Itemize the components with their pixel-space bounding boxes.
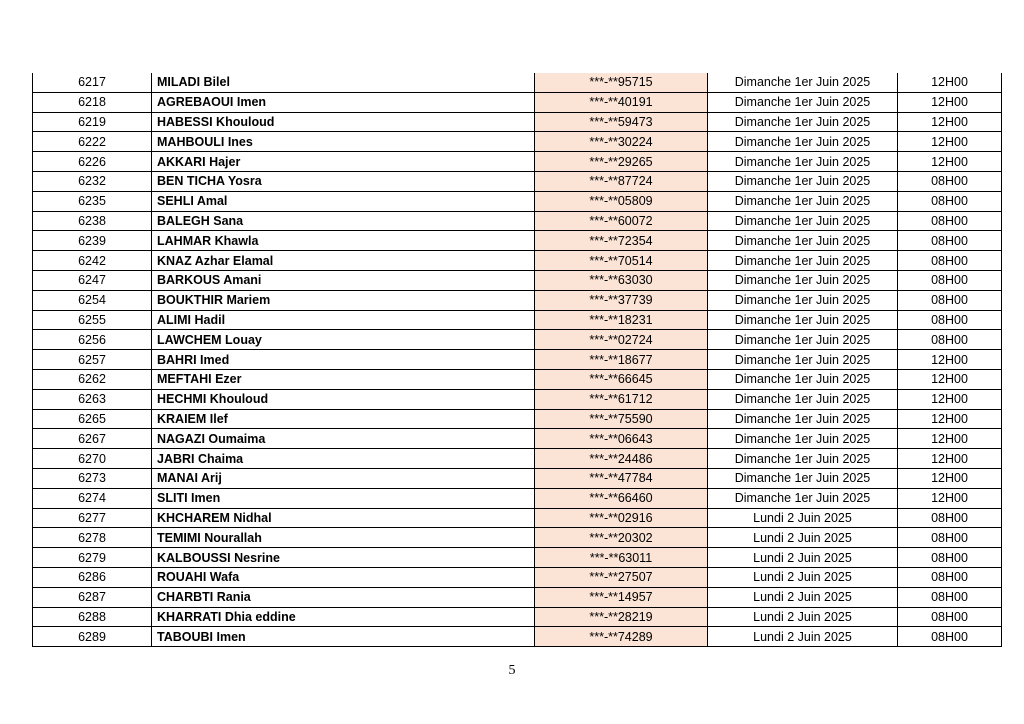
cell-time: 12H00	[898, 468, 1002, 488]
cell-number: 6226	[33, 152, 152, 172]
cell-date: Dimanche 1er Juin 2025	[708, 132, 898, 152]
table-row	[33, 468, 1002, 488]
cell-date: Lundi 2 Juin 2025	[708, 627, 898, 647]
table-row	[33, 152, 1002, 172]
cell-time: 08H00	[898, 211, 1002, 231]
cell-time: 08H00	[898, 251, 1002, 271]
cell-name: LAWCHEM Louay	[152, 330, 535, 350]
cell-time: 12H00	[898, 449, 1002, 469]
cell-id: ***-**60072	[535, 211, 708, 231]
cell-date: Lundi 2 Juin 2025	[708, 607, 898, 627]
cell-number: 6255	[33, 310, 152, 330]
table-row	[33, 607, 1002, 627]
cell-time: 12H00	[898, 73, 1002, 92]
cell-id: ***-**24486	[535, 449, 708, 469]
cell-number: 6265	[33, 409, 152, 429]
cell-number: 6278	[33, 528, 152, 548]
cell-number: 6217	[33, 73, 152, 92]
cell-id: ***-**66460	[535, 488, 708, 508]
cell-number: 6270	[33, 449, 152, 469]
cell-date: Dimanche 1er Juin 2025	[708, 449, 898, 469]
cell-id: ***-**14957	[535, 587, 708, 607]
table-row	[33, 587, 1002, 607]
cell-name: SLITI Imen	[152, 488, 535, 508]
cell-id: ***-**06643	[535, 429, 708, 449]
cell-time: 12H00	[898, 488, 1002, 508]
table-row	[33, 310, 1002, 330]
cell-time: 08H00	[898, 270, 1002, 290]
cell-time: 12H00	[898, 112, 1002, 132]
cell-name: HABESSI Khouloud	[152, 112, 535, 132]
table-row	[33, 112, 1002, 132]
cell-time: 08H00	[898, 627, 1002, 647]
cell-time: 08H00	[898, 548, 1002, 568]
cell-name: MEFTAHI Ezer	[152, 369, 535, 389]
cell-number: 6242	[33, 251, 152, 271]
cell-date: Lundi 2 Juin 2025	[708, 587, 898, 607]
table-body	[33, 73, 1002, 647]
cell-id: ***-**63011	[535, 548, 708, 568]
cell-id: ***-**74289	[535, 627, 708, 647]
cell-id: ***-**66645	[535, 369, 708, 389]
cell-date: Dimanche 1er Juin 2025	[708, 270, 898, 290]
cell-name: MANAI Arij	[152, 468, 535, 488]
cell-date: Dimanche 1er Juin 2025	[708, 112, 898, 132]
cell-name: BEN TICHA Yosra	[152, 171, 535, 191]
cell-id: ***-**61712	[535, 389, 708, 409]
cell-name: AKKARI Hajer	[152, 152, 535, 172]
cell-id: ***-**70514	[535, 251, 708, 271]
cell-time: 08H00	[898, 191, 1002, 211]
cell-time: 08H00	[898, 310, 1002, 330]
cell-date: Dimanche 1er Juin 2025	[708, 92, 898, 112]
cell-date: Dimanche 1er Juin 2025	[708, 350, 898, 370]
cell-time: 12H00	[898, 132, 1002, 152]
table-row	[33, 429, 1002, 449]
cell-number: 6287	[33, 587, 152, 607]
cell-id: ***-**20302	[535, 528, 708, 548]
cell-date: Dimanche 1er Juin 2025	[708, 73, 898, 92]
cell-name: KHARRATI Dhia eddine	[152, 607, 535, 627]
cell-id: ***-**29265	[535, 152, 708, 172]
cell-date: Dimanche 1er Juin 2025	[708, 409, 898, 429]
cell-date: Dimanche 1er Juin 2025	[708, 211, 898, 231]
cell-date: Dimanche 1er Juin 2025	[708, 231, 898, 251]
cell-id: ***-**30224	[535, 132, 708, 152]
cell-time: 12H00	[898, 350, 1002, 370]
cell-number: 6257	[33, 350, 152, 370]
table-row	[33, 627, 1002, 647]
table-row	[33, 231, 1002, 251]
cell-name: ROUAHI Wafa	[152, 567, 535, 587]
cell-number: 6222	[33, 132, 152, 152]
cell-date: Dimanche 1er Juin 2025	[708, 152, 898, 172]
cell-name: KALBOUSSI Nesrine	[152, 548, 535, 568]
table-row	[33, 350, 1002, 370]
cell-time: 12H00	[898, 389, 1002, 409]
cell-number: 6286	[33, 567, 152, 587]
cell-date: Dimanche 1er Juin 2025	[708, 389, 898, 409]
cell-name: JABRI Chaima	[152, 449, 535, 469]
cell-id: ***-**05809	[535, 191, 708, 211]
cell-date: Dimanche 1er Juin 2025	[708, 171, 898, 191]
cell-number: 6263	[33, 389, 152, 409]
cell-name: MAHBOULI Ines	[152, 132, 535, 152]
cell-name: BOUKTHIR Mariem	[152, 290, 535, 310]
cell-name: AGREBAOUI Imen	[152, 92, 535, 112]
cell-id: ***-**95715	[535, 73, 708, 92]
cell-time: 12H00	[898, 429, 1002, 449]
cell-name: ALIMI Hadil	[152, 310, 535, 330]
table-row	[33, 567, 1002, 587]
table-row	[33, 92, 1002, 112]
table-row	[33, 211, 1002, 231]
table-row	[33, 290, 1002, 310]
cell-id: ***-**37739	[535, 290, 708, 310]
cell-time: 12H00	[898, 92, 1002, 112]
cell-number: 6239	[33, 231, 152, 251]
cell-date: Dimanche 1er Juin 2025	[708, 251, 898, 271]
cell-date: Lundi 2 Juin 2025	[708, 567, 898, 587]
cell-date: Dimanche 1er Juin 2025	[708, 330, 898, 350]
table-row	[33, 508, 1002, 528]
cell-number: 6289	[33, 627, 152, 647]
cell-id: ***-**27507	[535, 567, 708, 587]
cell-date: Dimanche 1er Juin 2025	[708, 488, 898, 508]
table-row	[33, 330, 1002, 350]
cell-number: 6267	[33, 429, 152, 449]
cell-id: ***-**28219	[535, 607, 708, 627]
cell-time: 08H00	[898, 330, 1002, 350]
cell-name: BARKOUS Amani	[152, 270, 535, 290]
cell-date: Dimanche 1er Juin 2025	[708, 468, 898, 488]
cell-time: 08H00	[898, 290, 1002, 310]
cell-name: CHARBTI Rania	[152, 587, 535, 607]
cell-name: SEHLI Amal	[152, 191, 535, 211]
cell-number: 6218	[33, 92, 152, 112]
cell-id: ***-**18677	[535, 350, 708, 370]
cell-name: KRAIEM Ilef	[152, 409, 535, 429]
cell-time: 08H00	[898, 567, 1002, 587]
cell-number: 6277	[33, 508, 152, 528]
cell-date: Dimanche 1er Juin 2025	[708, 429, 898, 449]
cell-name: HECHMI Khouloud	[152, 389, 535, 409]
table-row	[33, 488, 1002, 508]
cell-date: Dimanche 1er Juin 2025	[708, 290, 898, 310]
candidates-table	[32, 73, 1002, 647]
cell-number: 6247	[33, 270, 152, 290]
cell-time: 08H00	[898, 231, 1002, 251]
cell-time: 08H00	[898, 587, 1002, 607]
cell-time: 08H00	[898, 607, 1002, 627]
cell-date: Dimanche 1er Juin 2025	[708, 310, 898, 330]
cell-time: 08H00	[898, 171, 1002, 191]
cell-time: 08H00	[898, 528, 1002, 548]
cell-name: BAHRI Imed	[152, 350, 535, 370]
cell-id: ***-**40191	[535, 92, 708, 112]
cell-name: KNAZ Azhar Elamal	[152, 251, 535, 271]
table-row	[33, 409, 1002, 429]
cell-name: LAHMAR Khawla	[152, 231, 535, 251]
table-row	[33, 171, 1002, 191]
cell-time: 08H00	[898, 508, 1002, 528]
cell-time: 12H00	[898, 409, 1002, 429]
cell-date: Lundi 2 Juin 2025	[708, 508, 898, 528]
cell-name: BALEGH Sana	[152, 211, 535, 231]
cell-time: 12H00	[898, 152, 1002, 172]
cell-date: Lundi 2 Juin 2025	[708, 548, 898, 568]
cell-name: NAGAZI Oumaima	[152, 429, 535, 449]
cell-number: 6238	[33, 211, 152, 231]
table-row	[33, 251, 1002, 271]
cell-number: 6256	[33, 330, 152, 350]
cell-number: 6232	[33, 171, 152, 191]
table-row	[33, 548, 1002, 568]
table-row	[33, 449, 1002, 469]
cell-number: 6235	[33, 191, 152, 211]
cell-number: 6274	[33, 488, 152, 508]
table-row	[33, 389, 1002, 409]
cell-id: ***-**63030	[535, 270, 708, 290]
cell-date: Lundi 2 Juin 2025	[708, 528, 898, 548]
cell-id: ***-**59473	[535, 112, 708, 132]
cell-number: 6262	[33, 369, 152, 389]
cell-id: ***-**87724	[535, 171, 708, 191]
cell-name: MILADI Bilel	[152, 73, 535, 92]
cell-name: KHCHAREM Nidhal	[152, 508, 535, 528]
cell-number: 6219	[33, 112, 152, 132]
page-number: 5	[508, 663, 516, 678]
table-row	[33, 369, 1002, 389]
table-row	[33, 528, 1002, 548]
cell-date: Dimanche 1er Juin 2025	[708, 191, 898, 211]
cell-id: ***-**47784	[535, 468, 708, 488]
cell-id: ***-**75590	[535, 409, 708, 429]
table-row	[33, 270, 1002, 290]
cell-date: Dimanche 1er Juin 2025	[708, 369, 898, 389]
cell-number: 6273	[33, 468, 152, 488]
cell-id: ***-**02724	[535, 330, 708, 350]
cell-number: 6288	[33, 607, 152, 627]
table-row	[33, 132, 1002, 152]
table-row	[33, 191, 1002, 211]
cell-time: 12H00	[898, 369, 1002, 389]
cell-id: ***-**72354	[535, 231, 708, 251]
cell-id: ***-**02916	[535, 508, 708, 528]
table-row	[33, 73, 1002, 92]
cell-name: TEMIMI Nourallah	[152, 528, 535, 548]
cell-id: ***-**18231	[535, 310, 708, 330]
cell-name: TABOUBI Imen	[152, 627, 535, 647]
cell-number: 6279	[33, 548, 152, 568]
cell-number: 6254	[33, 290, 152, 310]
